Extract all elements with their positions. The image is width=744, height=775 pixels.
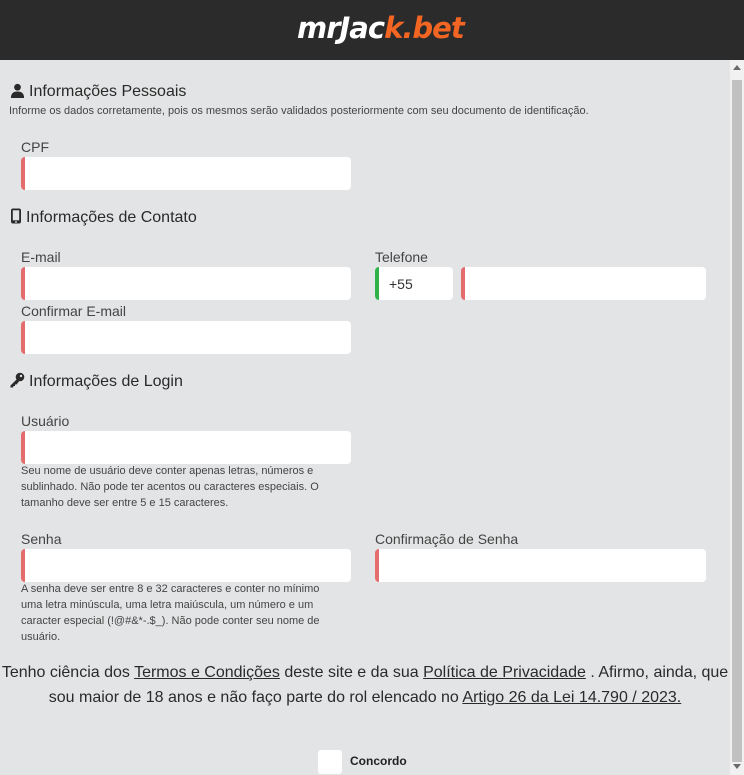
password-label: Senha	[21, 531, 62, 547]
section-title-contact	[10, 208, 197, 228]
confirm-password-label: Confirmação de Senha	[375, 531, 519, 547]
scroll-down-arrow[interactable]	[733, 764, 741, 769]
confirm-email-input[interactable]	[21, 321, 351, 354]
phone-number-input[interactable]	[461, 267, 706, 300]
username-label: Usuário	[21, 413, 70, 429]
email-label: E-mail	[21, 249, 61, 265]
password-hint: A senha deve ser entre 8 e 32 caracteres e conter no mínimo uma letra minúscula, uma letra maiúscula, um número e um caracter especial (!@#&*-.$_). Não pode conter seu nome de usuário.	[21, 583, 320, 643]
personal-hint: Informe os dados corretamente, pois os mesmos serão validados posteriormente com seu documento de identificação.	[9, 105, 589, 117]
username-hint: Seu nome de usuário deve conter apenas letras, números e sublinhado. Não pode ter acentos ou caracteres especiais. O tamanho deve ser entre 5 e 15 caracteres.	[21, 465, 319, 509]
scroll-up-arrow[interactable]	[733, 65, 741, 70]
terms-link[interactable]: Termos e Condições	[134, 664, 280, 681]
mobile-phone-icon	[10, 208, 22, 224]
confirm-password-input[interactable]	[375, 549, 706, 582]
brand-logo[interactable]	[297, 8, 464, 48]
phone-label: Telefone	[375, 249, 428, 265]
logo-text-mrjac: mrJac	[297, 11, 385, 45]
section-title-login	[9, 372, 183, 392]
section-title-text: Informações de Login	[29, 373, 183, 390]
confirm-email-label: Confirmar E-mail	[21, 303, 127, 319]
law-link[interactable]: Artigo 26 da Lei 14.790 / 2023.	[462, 689, 682, 706]
terms-text: . Afirmo, ainda, que sou maior de 18 anos e não faço parte do rol elencado no	[48, 664, 729, 706]
section-title-text: Informações de Contato	[26, 209, 197, 226]
agree-checkbox[interactable]	[318, 750, 342, 774]
scrollbar-thumb[interactable]	[732, 80, 742, 762]
terms-text: deste site e da sua	[279, 664, 424, 681]
section-title-personal	[10, 82, 186, 102]
section-title-text: Informações Pessoais	[29, 83, 187, 100]
terms-paragraph	[0, 660, 730, 710]
email-input[interactable]	[21, 267, 351, 300]
cpf-label: CPF	[21, 139, 49, 155]
logo-text-k: k	[384, 11, 403, 45]
password-input[interactable]	[21, 549, 351, 582]
user-icon	[10, 83, 25, 98]
privacy-link[interactable]: Política de Privacidade	[423, 664, 586, 681]
terms-text: Tenho ciência dos	[1, 664, 135, 681]
site-header	[0, 0, 744, 60]
key-icon	[9, 372, 25, 388]
phone-country-code-input[interactable]	[375, 267, 453, 300]
logo-text-bet: .bet	[402, 11, 464, 45]
username-input[interactable]	[21, 431, 351, 464]
cpf-input[interactable]	[21, 157, 351, 190]
agree-label[interactable]: Concordo	[350, 754, 407, 768]
